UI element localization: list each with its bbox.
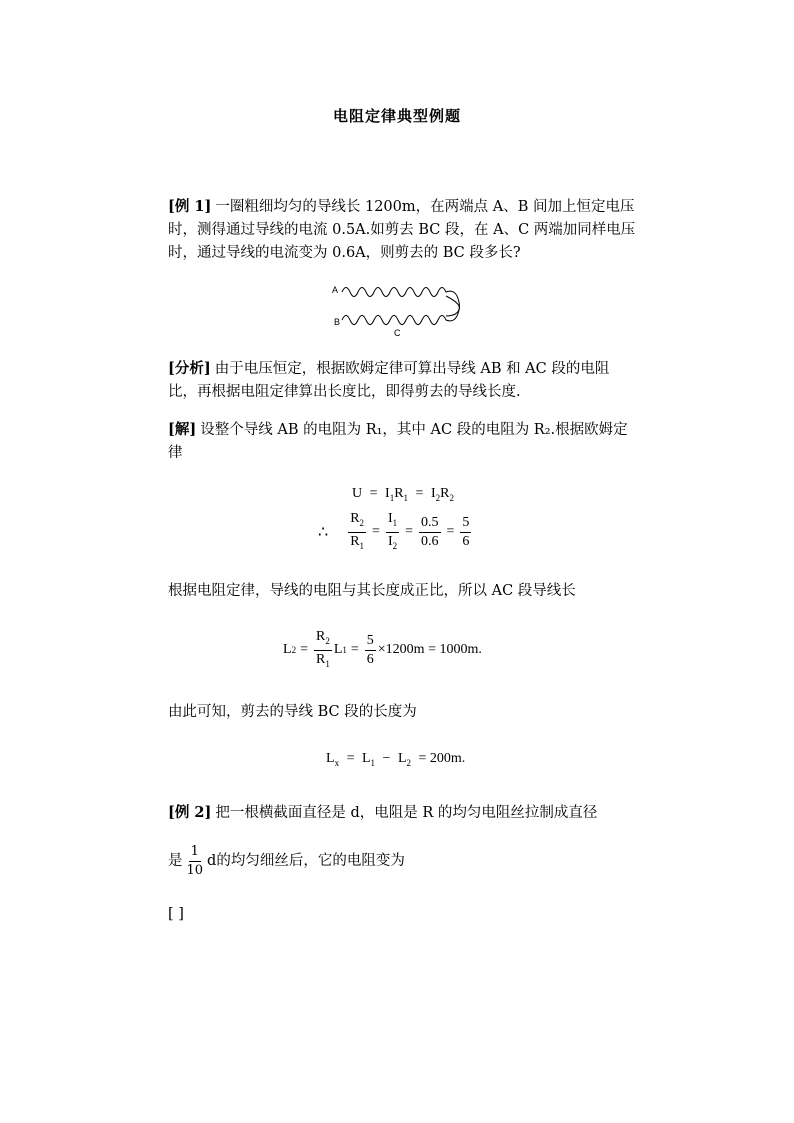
example2-pre: 是 bbox=[168, 853, 183, 869]
eq1-i1-sub: 1 bbox=[389, 492, 395, 503]
eq3-l2: L bbox=[397, 751, 407, 766]
eq3-equals: = bbox=[346, 751, 355, 766]
eq1-equals-2: = bbox=[415, 486, 424, 501]
f2-num: I bbox=[387, 511, 393, 526]
coil-bottom-wire bbox=[342, 296, 459, 325]
eq2-f2num: 5 bbox=[365, 632, 376, 651]
eq3-lx: L bbox=[326, 751, 335, 766]
answer-bracket: [ ] bbox=[168, 906, 184, 922]
fraction-05-06 bbox=[419, 514, 441, 551]
page-title: 电阻定律典型例题 bbox=[332, 107, 461, 125]
eq2-l-sub: 2 bbox=[291, 645, 297, 656]
example2-post: d的均匀细丝后，它的电阻变为 bbox=[207, 853, 405, 869]
law-paragraph: 根据电阻定律，导线的电阻与其长度成正比，所以 AC 段导线长 bbox=[168, 583, 576, 599]
eq1-u: U bbox=[352, 486, 363, 501]
fraction-r2-r1-b-num bbox=[314, 628, 332, 651]
eq2-rest: ×1200m = 1000m. bbox=[377, 642, 482, 658]
coil-diagram bbox=[330, 280, 470, 340]
equals-sign: = bbox=[446, 524, 455, 540]
example2-label: [例 2] bbox=[168, 804, 212, 821]
f3-num: 0.5 bbox=[419, 514, 441, 533]
eq2-fden: R bbox=[315, 651, 326, 667]
eq2-equals: = bbox=[300, 642, 308, 658]
f4-num: 5 bbox=[460, 514, 471, 533]
fraction-5-6-b bbox=[365, 632, 376, 669]
f2-den: I bbox=[387, 533, 393, 549]
fraction-r2-r1-b bbox=[314, 628, 332, 673]
frac-10-den: 10 bbox=[186, 863, 204, 878]
fraction-i1-i2 bbox=[386, 510, 399, 555]
f1-den-sub: 1 bbox=[359, 540, 365, 551]
therefore-symbol: ∴ bbox=[318, 524, 329, 542]
fraction-r2-r1-b-den bbox=[314, 651, 332, 673]
eq1-r1: R bbox=[394, 486, 404, 501]
example1-text: 一圈粗细均匀的导线长 1200m，在两端点 A、B 间加上恒定电压时，测得通过导线的电流 0.5A.如剪去 BC 段，在 A、C 两端加同样电压时，通过导线的电流变为 0.6A，则剪去的 BC 段多长? bbox=[168, 199, 636, 261]
example1-label: [例 1] bbox=[168, 198, 212, 215]
fraction-1-10 bbox=[185, 843, 206, 880]
eq1-i2: I bbox=[430, 486, 436, 501]
equals-sign: = bbox=[405, 524, 414, 540]
eq1-r2: R bbox=[440, 486, 450, 501]
analysis-label: [分析] bbox=[168, 360, 211, 377]
eq1-i1: I bbox=[385, 486, 390, 501]
example2-text: 把一根横截面直径是 d，电阻是 R 的均匀电阻丝拉制成直径 bbox=[215, 805, 598, 821]
example2-line2 bbox=[168, 843, 638, 880]
f2-num-sub: 1 bbox=[392, 517, 398, 528]
eq1-i2-sub: 2 bbox=[435, 492, 441, 503]
f4-den: 6 bbox=[462, 533, 470, 549]
fraction-r2-r1-num bbox=[348, 510, 366, 533]
eq3-l1-sub: 1 bbox=[370, 757, 376, 768]
eq3-l2-sub: 2 bbox=[406, 757, 411, 768]
eq2-fden-sub: 1 bbox=[325, 658, 330, 669]
eq3-lx-sub: x bbox=[334, 757, 340, 768]
frac-1-num: 1 bbox=[189, 843, 201, 862]
eq2-fnum: R bbox=[315, 629, 326, 644]
eq2-fnum-sub: 2 bbox=[325, 635, 330, 646]
eq2-l: L bbox=[283, 642, 292, 658]
f1-num: R bbox=[350, 511, 360, 526]
fraction-r2-r1-den bbox=[348, 533, 366, 555]
eq1-equals: = bbox=[369, 486, 378, 501]
solution-paragraph bbox=[168, 418, 638, 465]
eq2-l1-sub: 1 bbox=[342, 645, 347, 656]
equation-ohm bbox=[352, 486, 454, 503]
f1-den: R bbox=[350, 533, 360, 549]
fraction-r2-r1 bbox=[348, 510, 366, 555]
f3-den: 0.6 bbox=[421, 533, 439, 549]
f1-num-sub: 2 bbox=[359, 517, 365, 528]
equation-l2 bbox=[283, 628, 482, 673]
eq3-minus: − bbox=[382, 751, 391, 766]
equation-ratio bbox=[318, 510, 473, 555]
equals-sign: = bbox=[350, 642, 359, 658]
eq1-r1-sub: 1 bbox=[403, 492, 409, 503]
analysis-paragraph bbox=[168, 357, 638, 404]
coil-label-b: B bbox=[334, 317, 341, 327]
fraction-5-6 bbox=[460, 514, 471, 551]
example2-paragraph bbox=[168, 801, 638, 825]
f2-den-sub: 2 bbox=[392, 540, 398, 551]
eq3-rest: = 200m. bbox=[418, 751, 466, 766]
eq2-f2den: 6 bbox=[366, 651, 374, 667]
coil-label-a: A bbox=[332, 285, 339, 295]
equation-lx bbox=[326, 751, 465, 768]
solution-text: 设整个导线 AB 的电阻为 R₁，其中 AC 段的电阻为 R₂.根据欧姆定律 bbox=[168, 422, 628, 461]
eq3-l1: L bbox=[361, 751, 371, 766]
coil-top-wire bbox=[342, 288, 459, 317]
eq2-l1: L bbox=[333, 642, 343, 658]
solution-label: [解] bbox=[168, 421, 197, 438]
example1-paragraph bbox=[168, 195, 638, 265]
analysis-text: 由于电压恒定，根据欧姆定律可算出导线 AB 和 AC 段的电阻比，再根据电阻定律算出长度比，即得剪去的导线长度. bbox=[168, 361, 610, 400]
fraction-i1-i2-num bbox=[386, 510, 399, 533]
then-paragraph: 由此可知，剪去的导线 BC 段的长度为 bbox=[168, 704, 417, 720]
eq1-r2-sub: 2 bbox=[449, 492, 454, 503]
coil-label-c: C bbox=[394, 328, 401, 338]
fraction-i1-i2-den bbox=[386, 533, 399, 555]
equals-sign: = bbox=[372, 524, 380, 540]
